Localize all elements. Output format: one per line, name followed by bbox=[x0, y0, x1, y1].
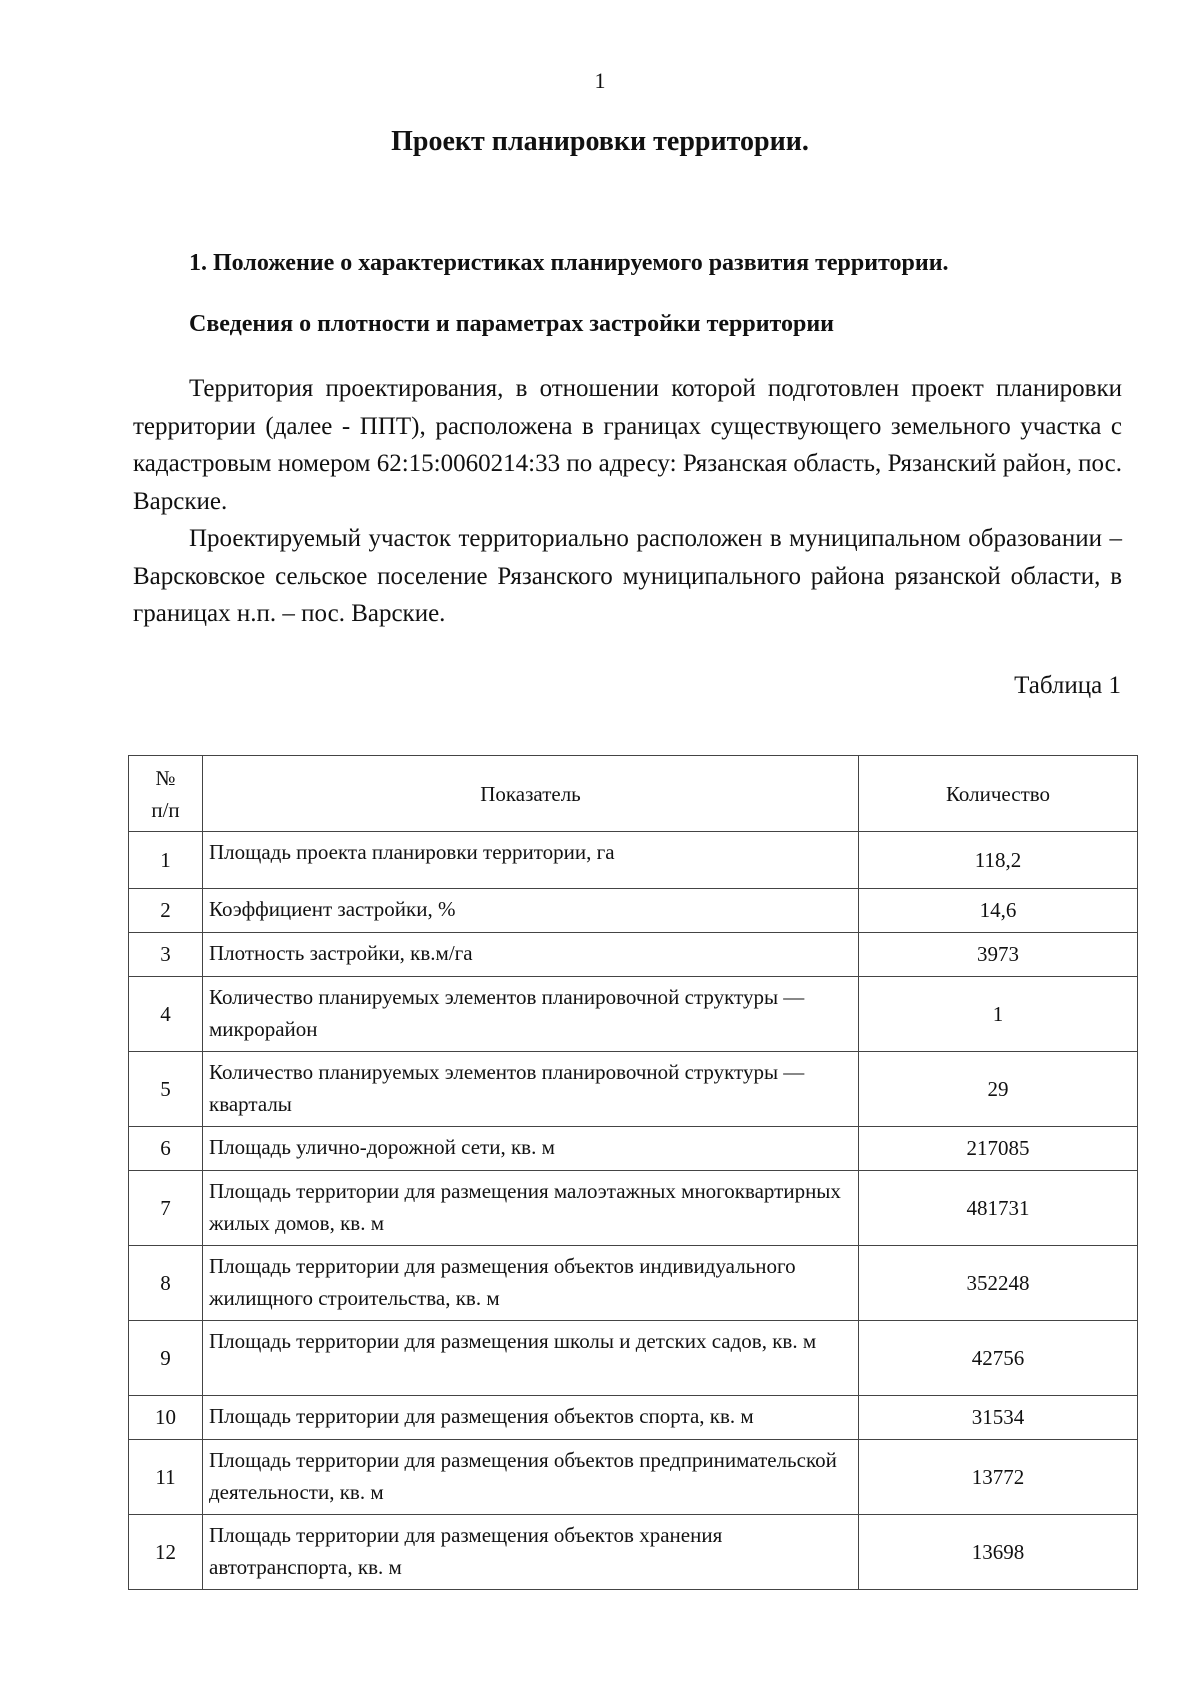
row-indicator: Площадь проекта планировки территории, га bbox=[203, 832, 859, 889]
row-value: 42756 bbox=[859, 1321, 1138, 1396]
row-value: 13698 bbox=[859, 1515, 1138, 1590]
row-indicator: Площадь территории для размещения объектов предпринимательской деятельности, кв. м bbox=[203, 1440, 859, 1515]
table-row bbox=[129, 832, 1138, 889]
table-row bbox=[129, 1515, 1138, 1590]
row-value: 352248 bbox=[859, 1246, 1138, 1321]
table-header-row bbox=[129, 756, 1138, 832]
table-caption: Таблица 1 bbox=[1014, 672, 1121, 699]
paragraph: Проектируемый участок территориально расположен в муниципальном образовании – Варсковское сельское поселение Рязанского муниципального района рязанской области, в границах н.п. – пос. Варские. bbox=[133, 525, 1122, 627]
paragraph: Территория проектирования, в отношении которой подготовлен проект планировки территории (далее - ППТ), расположена в границах существующего земельного участка с кадастровым номером 62:15:0060214:33 по адресу: Рязанская область, Рязанский район, пос. Варские. bbox=[133, 375, 1122, 515]
header-number bbox=[129, 756, 203, 832]
table-row bbox=[129, 889, 1138, 933]
row-number: 8 bbox=[129, 1246, 203, 1321]
row-value: 3973 bbox=[859, 933, 1138, 977]
row-indicator: Площадь территории для размещения малоэтажных многоквартирных жилых домов, кв. м bbox=[203, 1171, 859, 1246]
row-number: 5 bbox=[129, 1052, 203, 1127]
page-number: 1 bbox=[594, 68, 606, 93]
row-number: 12 bbox=[129, 1515, 203, 1590]
table-row bbox=[129, 1321, 1138, 1396]
table-row bbox=[129, 1246, 1138, 1321]
row-number: 3 bbox=[129, 933, 203, 977]
section-heading: 1. Положение о характеристиках планируемого развития территории. bbox=[189, 250, 949, 276]
row-indicator: Площадь территории для размещения объектов хранения автотранспорта, кв. м bbox=[203, 1515, 859, 1590]
row-value: 14,6 bbox=[859, 889, 1138, 933]
row-value: 481731 bbox=[859, 1171, 1138, 1246]
row-number: 4 bbox=[129, 977, 203, 1052]
table-row bbox=[129, 933, 1138, 977]
document-title: Проект планировки территории. bbox=[391, 126, 809, 157]
row-indicator: Плотность застройки, кв.м/га bbox=[203, 933, 859, 977]
row-number: 10 bbox=[129, 1396, 203, 1440]
row-indicator: Площадь территории для размещения объектов спорта, кв. м bbox=[203, 1396, 859, 1440]
row-value: 13772 bbox=[859, 1440, 1138, 1515]
table-row bbox=[129, 1440, 1138, 1515]
subheading: Сведения о плотности и параметрах застройки территории bbox=[189, 311, 835, 337]
row-number: 9 bbox=[129, 1321, 203, 1396]
row-number: 7 bbox=[129, 1171, 203, 1246]
table-row bbox=[129, 1171, 1138, 1246]
row-indicator: Коэффициент застройки, % bbox=[203, 889, 859, 933]
header-number-line2: п/п bbox=[151, 797, 180, 822]
row-number: 1 bbox=[129, 832, 203, 889]
table-row bbox=[129, 1127, 1138, 1171]
row-indicator: Площадь территории для размещения школы и детских садов, кв. м bbox=[203, 1321, 859, 1396]
table-row bbox=[129, 1052, 1138, 1127]
row-value: 31534 bbox=[859, 1396, 1138, 1440]
row-number: 11 bbox=[129, 1440, 203, 1515]
table-row bbox=[129, 977, 1138, 1052]
header-indicator: Показатель bbox=[203, 756, 859, 832]
row-indicator: Площадь территории для размещения объектов индивидуального жилищного строительства, кв. м bbox=[203, 1246, 859, 1321]
header-number-line1: № bbox=[155, 765, 176, 790]
row-number: 2 bbox=[129, 889, 203, 933]
row-value: 217085 bbox=[859, 1127, 1138, 1171]
row-value: 29 bbox=[859, 1052, 1138, 1127]
row-indicator: Количество планируемых элементов планировочной структуры — микрорайон bbox=[203, 977, 859, 1052]
indicators-table bbox=[128, 755, 1138, 1590]
row-number: 6 bbox=[129, 1127, 203, 1171]
row-value: 118,2 bbox=[859, 832, 1138, 889]
table-row bbox=[129, 1396, 1138, 1440]
row-indicator: Площадь улично-дорожной сети, кв. м bbox=[203, 1127, 859, 1171]
header-value: Количество bbox=[859, 756, 1138, 832]
row-indicator: Количество планируемых элементов планировочной структуры — кварталы bbox=[203, 1052, 859, 1127]
row-value: 1 bbox=[859, 977, 1138, 1052]
